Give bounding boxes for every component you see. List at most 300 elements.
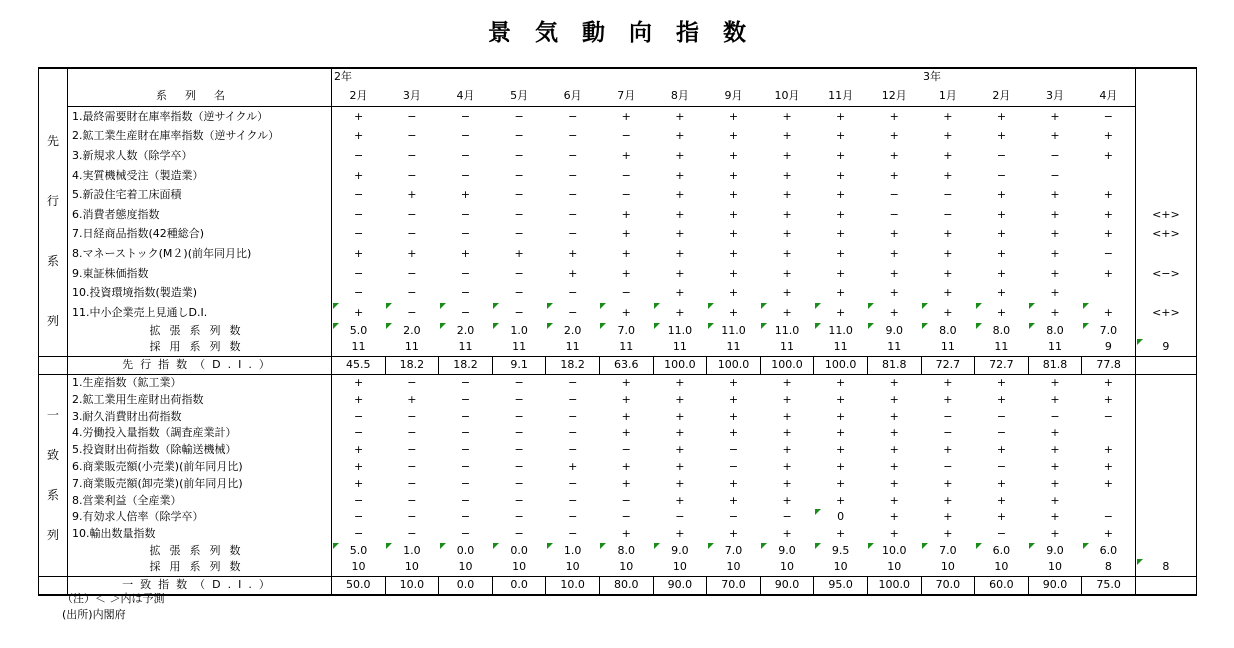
leading-sign-cell: − xyxy=(1103,246,1113,260)
coincident-sign-cell: − xyxy=(460,375,471,389)
leading-sign-cell: + xyxy=(996,266,1007,280)
leading-sign-cell: − xyxy=(568,286,578,300)
leading-sign-cell: + xyxy=(943,266,953,280)
coincident-expansion-value: 9.0 xyxy=(760,543,814,560)
leading-expansion-value: 11.0 xyxy=(760,323,814,340)
leading-sign-cell: + xyxy=(407,246,417,260)
coincident-sign-cell: − xyxy=(568,375,578,389)
leading-sign-cell: + xyxy=(1103,129,1113,143)
coincident-expansion-value: 10.0 xyxy=(867,543,921,560)
coincident-sign-cell: − xyxy=(460,409,471,423)
coincident-sign-cell: + xyxy=(782,527,792,541)
leading-sign-cell: − xyxy=(514,148,524,162)
coincident-forecast-cell xyxy=(1135,475,1196,492)
leading-expansion-value: 8.0 xyxy=(1028,323,1082,340)
leading-sign-cell: + xyxy=(728,207,739,221)
leading-sign-cell: + xyxy=(675,129,685,143)
coincident-series-name: 2.鉱工業用生産財出荷指数 xyxy=(68,391,332,408)
header-month: 6月 xyxy=(546,86,600,107)
header-year-cell xyxy=(867,68,921,86)
coincident-category-char: 一 xyxy=(46,408,59,423)
leading-forecast-cell: <−> xyxy=(1135,264,1196,284)
leading-sign-cell: − xyxy=(621,168,631,182)
leading-adopted-value: 11 xyxy=(512,340,527,354)
coincident-sign-cell: + xyxy=(1050,443,1060,457)
leading-adopted-forecast: 9 xyxy=(1135,339,1196,356)
coincident-sign-cell: + xyxy=(353,459,364,473)
header-month: 9月 xyxy=(707,86,761,107)
leading-sign-cell: + xyxy=(1050,129,1060,143)
leading-sign-cell: + xyxy=(675,286,685,300)
leading-sign-cell: − xyxy=(514,286,524,300)
leading-sign-cell: + xyxy=(814,303,868,323)
coincident-di-value: 90.0 xyxy=(1028,576,1082,595)
leading-sign-cell: − xyxy=(514,129,524,143)
coincident-sign-cell: − xyxy=(996,409,1007,423)
leading-di-value: 100.0 xyxy=(814,356,868,374)
coincident-sign-cell: + xyxy=(407,392,417,406)
leading-sign-cell: + xyxy=(621,148,631,162)
leading-sign-cell: + xyxy=(728,129,739,143)
leading-sign-cell: − xyxy=(514,207,524,221)
coincident-sign-cell: + xyxy=(836,493,846,507)
leading-forecast-cell xyxy=(1135,244,1196,264)
coincident-sign-cell: − xyxy=(943,426,953,440)
leading-sign-cell: + xyxy=(675,227,685,241)
header-month: 4月 xyxy=(439,86,493,107)
leading-sign-cell: + xyxy=(675,148,685,162)
leading-di-value: 45.5 xyxy=(332,356,386,374)
leading-sign-cell: + xyxy=(621,227,631,241)
leading-sign-cell: + xyxy=(1050,109,1060,123)
leading-sign-cell: − xyxy=(943,188,953,202)
leading-sign-cell: − xyxy=(460,266,471,280)
leading-forecast-cell: <+> xyxy=(1135,205,1196,225)
leading-sign-cell: + xyxy=(1050,188,1060,202)
leading-sign-cell: − xyxy=(568,227,578,241)
coincident-sign-cell: − xyxy=(514,476,524,490)
coincident-sign-cell: + xyxy=(836,527,846,541)
coincident-sign-cell: + xyxy=(675,493,685,507)
leading-sign-cell: − xyxy=(1050,168,1060,182)
coincident-sign-cell: + xyxy=(1050,426,1060,440)
coincident-expansion-value: 9.0 xyxy=(653,543,707,560)
header-blank xyxy=(68,68,332,86)
coincident-sign-cell: − xyxy=(943,459,953,473)
coincident-sign-cell: − xyxy=(353,493,364,507)
leading-di-blank xyxy=(39,356,68,374)
coincident-sign-cell: + xyxy=(836,476,846,490)
coincident-sign-cell: − xyxy=(514,459,524,473)
leading-sign-cell: − xyxy=(460,207,471,221)
coincident-sign-cell: + xyxy=(728,426,739,440)
coincident-sign-cell: − xyxy=(407,527,417,541)
coincident-sign-cell: + xyxy=(889,493,899,507)
coincident-sign-cell: − xyxy=(353,527,364,541)
coincident-adopted-label: 採用系列数 xyxy=(68,559,332,576)
coincident-di-label: 一致指数（D.I.） xyxy=(68,576,332,595)
coincident-sign-cell: + xyxy=(728,392,739,406)
coincident-sign-cell: + xyxy=(675,426,685,440)
coincident-sign-cell: − xyxy=(407,409,417,423)
coincident-sign-cell: + xyxy=(1103,527,1113,541)
coincident-sign-cell: + xyxy=(782,375,792,389)
leading-sign-cell: − xyxy=(407,109,417,123)
coincident-sign-cell: − xyxy=(407,443,417,457)
leading-forecast-cell xyxy=(1135,166,1196,186)
coincident-category-char: 列 xyxy=(46,528,59,543)
coincident-sign-cell: − xyxy=(353,409,364,423)
leading-sign-cell: + xyxy=(782,227,792,241)
leading-sign-cell: − xyxy=(460,168,471,182)
leading-expansion-value: 8.0 xyxy=(975,323,1029,340)
coincident-adopted-value: 10 xyxy=(994,560,1009,574)
coincident-sign-cell: − xyxy=(943,409,953,423)
coincident-sign-cell: + xyxy=(996,476,1007,490)
coincident-series-name: 1.生産指数（鉱工業） xyxy=(68,374,332,391)
coincident-sign-cell: + xyxy=(836,375,846,389)
coincident-expansion-value: 6.0 xyxy=(1082,543,1136,560)
leading-sign-cell: + xyxy=(782,246,792,260)
leading-adopted-label: 採用系列数 xyxy=(68,339,332,356)
leading-sign-cell: + xyxy=(568,266,578,280)
leading-sign-cell: + xyxy=(782,207,792,221)
coincident-sign-cell: + xyxy=(1050,375,1060,389)
coincident-sign-cell: + xyxy=(728,476,739,490)
coincident-sign-cell: + xyxy=(568,459,578,473)
leading-sign-cell: + xyxy=(760,303,814,323)
coincident-di-forecast xyxy=(1135,576,1196,595)
coincident-sign-cell: − xyxy=(568,527,578,541)
coincident-adopted-value: 10 xyxy=(672,560,687,574)
leading-sign-cell: + xyxy=(782,148,792,162)
leading-sign-cell: + xyxy=(675,266,685,280)
coincident-sign-cell: − xyxy=(675,510,685,524)
coincident-sign-cell: + xyxy=(943,443,953,457)
coincident-series-name: 5.投資財出荷指数（除輸送機械） xyxy=(68,442,332,459)
coincident-sign-cell: − xyxy=(353,510,364,524)
coincident-sign-cell: − xyxy=(353,426,364,440)
coincident-di-value: 90.0 xyxy=(760,576,814,595)
coincident-expansion-label: 拡張系列数 xyxy=(68,543,332,560)
leading-series-name: 6.消費者態度指数 xyxy=(68,205,332,225)
coincident-sign-cell: + xyxy=(782,493,792,507)
coincident-sign-cell: − xyxy=(728,510,739,524)
coincident-sign-cell: + xyxy=(996,392,1007,406)
coincident-sign-cell: + xyxy=(621,527,631,541)
coincident-series-name: 3.耐久消費財出荷指数 xyxy=(68,408,332,425)
leading-sign-cell: − xyxy=(353,148,364,162)
leading-adopted-value: 9 xyxy=(1104,340,1112,354)
leading-adopted-value: 11 xyxy=(672,340,687,354)
leading-sign-cell: + xyxy=(943,286,953,300)
business-conditions-table xyxy=(38,67,1197,596)
coincident-sign-cell: − xyxy=(1050,409,1060,423)
coincident-sign-cell: + xyxy=(836,459,846,473)
coincident-adopted-value: 10 xyxy=(940,560,955,574)
header-year-cell xyxy=(814,68,868,86)
coincident-sign-cell: − xyxy=(568,493,578,507)
leading-series-name: 11.中小企業売上見通しD.I. xyxy=(68,303,332,323)
coincident-adopted-value: 8 xyxy=(1104,560,1112,574)
header-year-cell xyxy=(975,68,1029,86)
coincident-forecast-cell xyxy=(1135,509,1196,526)
coincident-sign-cell: + xyxy=(996,493,1007,507)
coincident-sign-cell: + xyxy=(889,443,899,457)
header-year-2: 2年 xyxy=(332,68,386,86)
header-month: 5月 xyxy=(492,86,546,107)
leading-expansion-value: 9.0 xyxy=(867,323,921,340)
leading-sign-cell: + xyxy=(889,286,899,300)
coincident-sign-cell: + xyxy=(675,459,685,473)
leading-sign-cell: + xyxy=(889,129,899,143)
coincident-sign-cell: − xyxy=(568,426,578,440)
coincident-expansion-value: 7.0 xyxy=(921,543,975,560)
leading-series-name: 7.日経商品指数(42種総合) xyxy=(68,225,332,245)
leading-adopted-value: 11 xyxy=(940,340,955,354)
coincident-sign-cell: + xyxy=(353,443,364,457)
coincident-di-value: 60.0 xyxy=(975,576,1029,595)
leading-expansion-value: 11.0 xyxy=(814,323,868,340)
leading-sign-cell: + xyxy=(1050,227,1060,241)
coincident-sign-cell: − xyxy=(568,409,578,423)
leading-sign-cell: + xyxy=(728,148,739,162)
leading-sign-cell: + xyxy=(889,266,899,280)
coincident-sign-cell: + xyxy=(943,493,953,507)
leading-sign-cell: − xyxy=(568,109,578,123)
leading-series-name: 1.最終需要財在庫率指数（逆サイクル） xyxy=(68,107,332,127)
coincident-sign-cell: + xyxy=(1103,476,1113,490)
leading-sign-cell: + xyxy=(514,246,524,260)
note-forecast: （注）＜ ＞内は予測 xyxy=(62,592,165,605)
coincident-sign-cell: + xyxy=(1103,392,1113,406)
coincident-sign-cell: + xyxy=(782,392,792,406)
leading-sign-cell: + xyxy=(836,129,846,143)
leading-di-value: 81.8 xyxy=(1028,356,1082,374)
leading-di-value: 100.0 xyxy=(707,356,761,374)
leading-sign-cell: + xyxy=(675,168,685,182)
coincident-forecast-cell xyxy=(1135,425,1196,442)
coincident-sign-cell: + xyxy=(728,527,739,541)
coincident-sign-cell: + xyxy=(728,493,739,507)
leading-category-char: 先 xyxy=(46,134,59,149)
coincident-di-value: 100.0 xyxy=(867,576,921,595)
coincident-sign-cell: − xyxy=(514,375,524,389)
leading-sign-cell: − xyxy=(353,227,364,241)
leading-sign-cell: + xyxy=(407,188,417,202)
leading-expansion-value: 2.0 xyxy=(546,323,600,340)
coincident-series-name: 6.商業販売額(小売業)(前年同月比) xyxy=(68,459,332,476)
coincident-expansion-value: 0.0 xyxy=(492,543,546,560)
coincident-sign-cell: + xyxy=(943,527,953,541)
leading-sign-cell: + xyxy=(889,168,899,182)
header-year-cell xyxy=(653,68,707,86)
leading-sign-cell: + xyxy=(782,168,792,182)
coincident-di-value: 0.0 xyxy=(439,576,493,595)
coincident-sign-cell: + xyxy=(836,392,846,406)
coincident-di-value: 70.0 xyxy=(707,576,761,595)
coincident-sign-cell: − xyxy=(514,493,524,507)
leading-expansion-value: 11.0 xyxy=(707,323,761,340)
leading-sign-cell: + xyxy=(728,109,739,123)
coincident-sign-cell: + xyxy=(996,375,1007,389)
leading-sign-cell: − xyxy=(460,227,471,241)
coincident-sign-cell: + xyxy=(889,459,899,473)
coincident-adopted-value: 10 xyxy=(565,560,580,574)
leading-series-name: 9.東証株価指数 xyxy=(68,264,332,284)
coincident-sign-cell: + xyxy=(621,409,631,423)
leading-expansion-value: 2.0 xyxy=(385,323,439,340)
leading-sign-cell: + xyxy=(707,303,761,323)
leading-sign-cell: + xyxy=(728,266,739,280)
leading-sign-cell: + xyxy=(782,129,792,143)
coincident-sign-cell: + xyxy=(1050,527,1060,541)
leading-adopted-value: 11 xyxy=(994,340,1009,354)
coincident-sign-cell: + xyxy=(1103,375,1113,389)
coincident-di-value: 90.0 xyxy=(653,576,707,595)
coincident-sign-cell: + xyxy=(836,426,846,440)
leading-sign-cell: + xyxy=(836,246,846,260)
coincident-sign-cell: − xyxy=(728,459,739,473)
leading-sign-cell: + xyxy=(782,266,792,280)
leading-forecast-cell xyxy=(1135,107,1196,127)
coincident-sign-cell: − xyxy=(1103,409,1113,423)
leading-di-label: 先行指数（D.I.） xyxy=(68,356,332,374)
coincident-sign-cell: − xyxy=(621,510,631,524)
header-year-cell xyxy=(439,68,493,86)
leading-forecast-cell xyxy=(1135,185,1196,205)
leading-sign-cell: + xyxy=(889,109,899,123)
coincident-sign-cell: + xyxy=(728,375,739,389)
leading-sign-cell: − xyxy=(439,303,493,323)
leading-sign-cell: + xyxy=(353,109,364,123)
leading-category-char: 行 xyxy=(46,194,59,209)
coincident-sign-cell: + xyxy=(889,476,899,490)
leading-series-name: 4.実質機械受注（製造業） xyxy=(68,166,332,186)
leading-adopted-value: 11 xyxy=(619,340,634,354)
header-month: 1月 xyxy=(921,86,975,107)
coincident-sign-cell: − xyxy=(460,476,471,490)
leading-di-value: 18.2 xyxy=(546,356,600,374)
leading-sign-cell: − xyxy=(407,168,417,182)
coincident-sign-cell: + xyxy=(996,510,1007,524)
leading-sign-cell: + xyxy=(996,188,1007,202)
coincident-sign-cell: − xyxy=(460,493,471,507)
leading-sign-cell: + xyxy=(943,246,953,260)
coincident-forecast-cell xyxy=(1135,526,1196,543)
coincident-sign-cell: + xyxy=(728,409,739,423)
coincident-sign-cell: + xyxy=(675,527,685,541)
coincident-di-value: 75.0 xyxy=(1082,576,1136,595)
leading-sign-cell: − xyxy=(568,129,578,143)
leading-di-value: 18.2 xyxy=(385,356,439,374)
header-year-cell xyxy=(492,68,546,86)
leading-category-char: 系 xyxy=(46,254,59,269)
leading-sign-cell: − xyxy=(1103,109,1113,123)
coincident-sign-cell: + xyxy=(675,476,685,490)
coincident-adopted-value: 10 xyxy=(458,560,473,574)
leading-sign-cell: − xyxy=(568,168,578,182)
coincident-sign-cell: + xyxy=(943,375,953,389)
coincident-adopted-forecast: 8 xyxy=(1135,559,1196,576)
leading-sign-cell: + xyxy=(836,188,846,202)
coincident-sign-cell: + xyxy=(621,426,631,440)
coincident-sign-cell: − xyxy=(460,510,471,524)
coincident-sign-cell xyxy=(1082,425,1136,442)
leading-adopted-value: 11 xyxy=(351,340,366,354)
leading-sign-cell: − xyxy=(546,303,600,323)
coincident-sign-cell: − xyxy=(996,426,1007,440)
coincident-expansion-value: 5.0 xyxy=(332,543,386,560)
leading-sign-cell: − xyxy=(568,148,578,162)
leading-sign-cell: + xyxy=(975,303,1029,323)
leading-sign-cell: + xyxy=(621,109,631,123)
leading-expansion-value: 7.0 xyxy=(1082,323,1136,340)
leading-sign-cell: + xyxy=(782,109,792,123)
coincident-expansion-forecast xyxy=(1135,543,1196,560)
coincident-sign-cell: + xyxy=(836,443,846,457)
leading-sign-cell: + xyxy=(675,207,685,221)
coincident-sign-cell: − xyxy=(1103,510,1113,524)
leading-expansion-value: 1.0 xyxy=(492,323,546,340)
coincident-sign-cell: + xyxy=(1050,392,1060,406)
coincident-forecast-cell xyxy=(1135,374,1196,391)
leading-sign-cell: + xyxy=(943,148,953,162)
leading-sign-cell: + xyxy=(599,303,653,323)
leading-di-value: 100.0 xyxy=(760,356,814,374)
coincident-sign-cell: − xyxy=(407,459,417,473)
leading-sign-cell: − xyxy=(353,207,364,221)
leading-sign-cell: − xyxy=(568,188,578,202)
leading-adopted-value: 11 xyxy=(1048,340,1063,354)
coincident-sign-cell: + xyxy=(1050,493,1060,507)
leading-sign-cell: − xyxy=(407,148,417,162)
leading-sign-cell: + xyxy=(460,246,471,260)
header-month: 3月 xyxy=(385,86,439,107)
coincident-category-label xyxy=(39,374,68,576)
coincident-adopted-value: 10 xyxy=(780,560,795,574)
coincident-sign-cell: − xyxy=(621,493,631,507)
coincident-sign-cell: − xyxy=(407,510,417,524)
leading-sign-cell: + xyxy=(1082,303,1136,323)
coincident-sign-cell: + xyxy=(353,392,364,406)
coincident-sign-cell: − xyxy=(460,426,471,440)
leading-sign-cell: + xyxy=(728,168,739,182)
leading-sign-cell: − xyxy=(621,188,631,202)
coincident-adopted-value: 10 xyxy=(887,560,902,574)
coincident-sign-cell: + xyxy=(1050,476,1060,490)
leading-adopted-value: 11 xyxy=(726,340,741,354)
leading-sign-cell: − xyxy=(407,129,417,143)
coincident-sign-cell: + xyxy=(353,476,364,490)
leading-sign-cell: − xyxy=(353,188,364,202)
coincident-forecast-cell xyxy=(1135,408,1196,425)
header-month: 3月 xyxy=(1028,86,1082,107)
leading-sign-cell: + xyxy=(836,266,846,280)
coincident-adopted-value: 10 xyxy=(726,560,741,574)
coincident-sign-cell: + xyxy=(782,409,792,423)
coincident-di-value: 70.0 xyxy=(921,576,975,595)
coincident-series-name: 9.有効求人倍率（除学卒） xyxy=(68,509,332,526)
leading-sign-cell: + xyxy=(996,109,1007,123)
leading-sign-cell: + xyxy=(675,188,685,202)
leading-sign-cell: − xyxy=(943,207,953,221)
coincident-sign-cell: − xyxy=(568,392,578,406)
coincident-sign-cell: + xyxy=(675,409,685,423)
coincident-sign-cell: + xyxy=(1103,443,1113,457)
coincident-sign-cell: + xyxy=(782,476,792,490)
leading-di-value: 81.8 xyxy=(867,356,921,374)
